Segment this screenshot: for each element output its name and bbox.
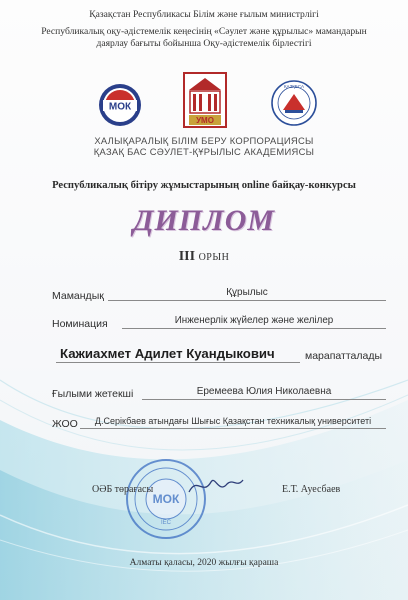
council-line: Республикалық оқу-әдістемелік кеңесінің «Сәулет және құрылыс» мамандарын [41,26,367,37]
place-word: ОРЫН [198,252,230,263]
nomination-label: Номинация [52,318,108,330]
association-line: даярлау бағыты бойынша Оқу-әдістемелік бірлестігі [96,38,312,49]
specialty-underline [108,300,386,301]
diploma-title: ДИПЛОМ [132,204,276,237]
chair-label: ОӘБ төрағасы [92,484,154,495]
stamp-text: МОК [152,492,180,506]
supervisor-label: Ғылыми жетекші [52,388,134,400]
place-date-footer: Алматы қаласы, 2020 жылғы қараша [129,558,279,568]
academy-name: ҚАЗАҚ БАС СӘУЛЕТ-ҚҰРЫЛЫС АКАДЕМИЯСЫ [93,146,315,157]
nomination-underline [122,328,386,329]
academy-seal-logo [271,80,317,126]
awarded-word: марапатталады [305,350,383,362]
umo-logo-text: УМО [196,116,214,125]
nomination-value: Инженерлік жүйелер және желілер [174,315,334,326]
supervisor-underline [142,399,386,400]
contest-title: Республикалық бітіру жұмыстарының online байқау-конкурсы [52,180,356,191]
awardee-name: Кажиахмет Адилет Куандыкович [60,346,275,361]
university-value: Д.Серікбаев атындағы Шығыс Қазақстан техникалық университеті [94,416,372,426]
specialty-label: Мамандық [52,290,104,302]
corporation-name: ХАЛЫҚАРАЛЫҚ БІЛІМ БЕРУ КОРПОРАЦИЯСЫ [94,135,314,146]
academy-seal-text: ҚАЗҚБСА [284,84,304,89]
university-underline [80,428,386,429]
stamp-sub: IEC [160,520,172,526]
umo-logo [183,72,227,128]
university-label: ЖОО [52,418,78,430]
chair-name: Е.Т. Ауесбаев [282,484,341,495]
place-line [0,249,408,265]
supervisor-value: Еремеева Юлия Николаевна [196,386,332,397]
specialty-value: Құрылыс [226,287,268,298]
mok-logo-text: МОК [108,101,132,113]
handwritten-signature [185,470,245,500]
mok-logo [98,83,142,127]
ministry-line: Қазақстан Республикасы Білім және ғылым министрлігі [89,9,319,20]
awardee-underline [56,362,300,363]
place-number: III [178,249,196,264]
